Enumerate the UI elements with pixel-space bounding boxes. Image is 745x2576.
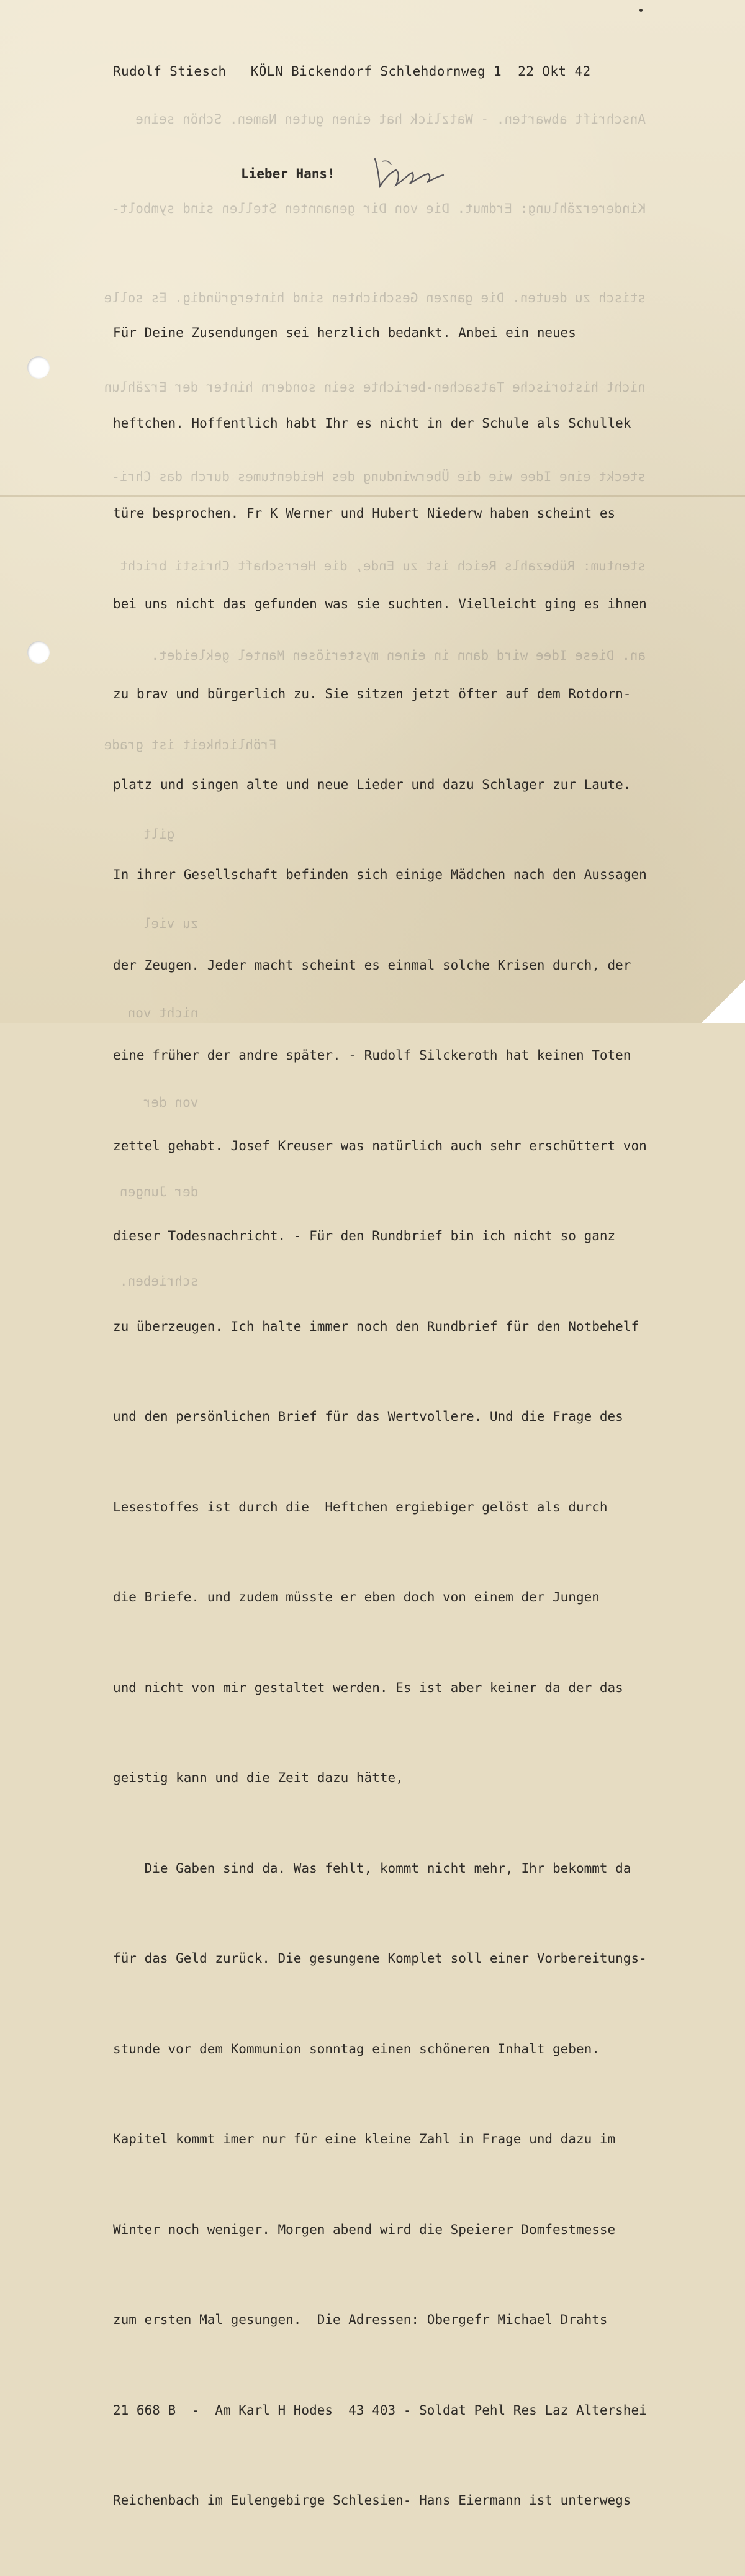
body-line: zu überzeugen. Ich halte immer noch den Rundbrief für den Notbehelf	[113, 1318, 639, 1334]
body-line: bei uns nicht das gefunden was sie suchten. Vielleicht ging es ihnen	[113, 596, 647, 611]
bleed-line: nicht historische Tatsachen-berichte sein sondern hinter der Erzählun	[104, 380, 646, 395]
body-line: zu brav und bürgerlich zu. Sie sitzen jetzt öfter auf dem Rotdorn-	[113, 687, 631, 701]
body-line: Kapitel kommt imer nur für eine kleine Zahl in Frage und dazu im	[113, 2132, 616, 2146]
torn-corner	[702, 980, 745, 1023]
bleed-line: zu viel	[143, 916, 646, 931]
punch-hole	[27, 356, 50, 379]
body-line: für das Geld zurück. Die gesungene Komplet soll einer Vorbereitungs-	[113, 1951, 647, 1966]
body-line: dieser Todesnachricht. - Für den Rundbrief bin ich nicht so ganz	[113, 1228, 616, 1243]
body-line: eine früher der andre später. - Rudolf Silckeroth hat keinen Toten	[113, 1048, 631, 1063]
bleed-line: Anschrift abwarten. - Watzlick hat einen guten Namen. Schön seine	[135, 112, 646, 127]
body-line: Lesestoffes ist durch die Heftchen ergiebiger gelöst als durch	[113, 1499, 608, 1515]
body-line: In ihrer Gesellschaft befinden sich einige Mädchen nach den Aussagen	[113, 867, 647, 882]
body-line: die Briefe. und zudem müsste er eben doch von einem der Jungen	[113, 1590, 600, 1605]
bleed-line: stisch zu deuten. Die ganzen Geschichten sind hintergründig. Es solle	[104, 290, 646, 305]
letter-header: Rudolf Stiesch KÖLN Bickendorf Schlehdornweg 1 22 Okt 42	[113, 64, 591, 79]
bleed-line: der Jungen	[119, 1184, 646, 1199]
body-line: der Zeugen. Jeder macht scheint es einmal solche Krisen durch, der	[113, 957, 631, 973]
bleed-line: gilt	[143, 827, 646, 842]
body-line: zettel gehabt. Josef Kreuser was natürlich auch sehr erschüttert von	[113, 1138, 647, 1153]
body-line: türe besprochen. Fr K Werner und Hubert Niederw haben scheint es	[113, 506, 616, 521]
punch-hole	[27, 641, 50, 664]
body-line: Winter noch weniger. Morgen abend wird die Speierer Domfestmesse	[113, 2222, 616, 2237]
ink-dot	[639, 9, 643, 12]
salutation: Lieber Hans!	[241, 166, 335, 181]
body-line: 21 668 B - Am Karl H Hodes 43 403 - Soldat Pehl Res Laz Altershei	[113, 2402, 647, 2418]
bleed-line: Kindererzählung: Erdmut. Die von Dir genannten Stellen sind symbolt-	[112, 201, 646, 216]
body-line: platz und singen alte und neue Lieder und dazu Schlager zur Laute.	[113, 777, 631, 792]
bleed-line: steckt eine Idee wie die Überwindung des Heidentumes durch das Chri-	[112, 469, 646, 484]
bleed-line: stentum: Rübezahls Reich ist zu Ende, die Herrschaft Christi bricht	[119, 559, 646, 574]
body-line: stunde vor dem Kommunion sonntag einen schöneren Inhalt geben.	[113, 2041, 600, 2056]
handwritten-signature	[371, 154, 446, 191]
body-line: zum ersten Mal gesungen. Die Adressen: Obergefr Michael Drahts	[113, 2312, 608, 2327]
body-line: und den persönlichen Brief für das Wertvollere. Und die Frage des	[113, 1409, 623, 1424]
body-line: Die Gaben sind da. Was fehlt, kommt nicht mehr, Ihr bekommt da	[113, 1860, 631, 1876]
bleed-line: Fröhlichkeit ist grade	[104, 737, 646, 752]
body-line: geistig kann und die Zeit dazu hätte,	[113, 1770, 404, 1785]
body-line: Reichenbach im Eulengebirge Schlesien- Hans Eiermann ist unterwegs	[113, 2493, 631, 2508]
body-line: Für Deine Zusendungen sei herzlich bedankt. Anbei ein neues	[113, 325, 576, 340]
bleed-line: an. Diese Idee wird dann in einen mysteriösen Mantel gekleidet.	[151, 648, 646, 663]
bleed-line: von der	[143, 1095, 646, 1110]
letter-body	[113, 258, 728, 2576]
bleed-line: schrieben.	[119, 1274, 646, 1289]
bleed-line: nicht von	[127, 1006, 646, 1020]
body-line: und nicht von mir gestaltet werden. Es ist aber keiner da der das	[113, 1680, 623, 1695]
body-line: heftchen. Hoffentlich habt Ihr es nicht in der Schule als Schullek	[113, 415, 631, 431]
